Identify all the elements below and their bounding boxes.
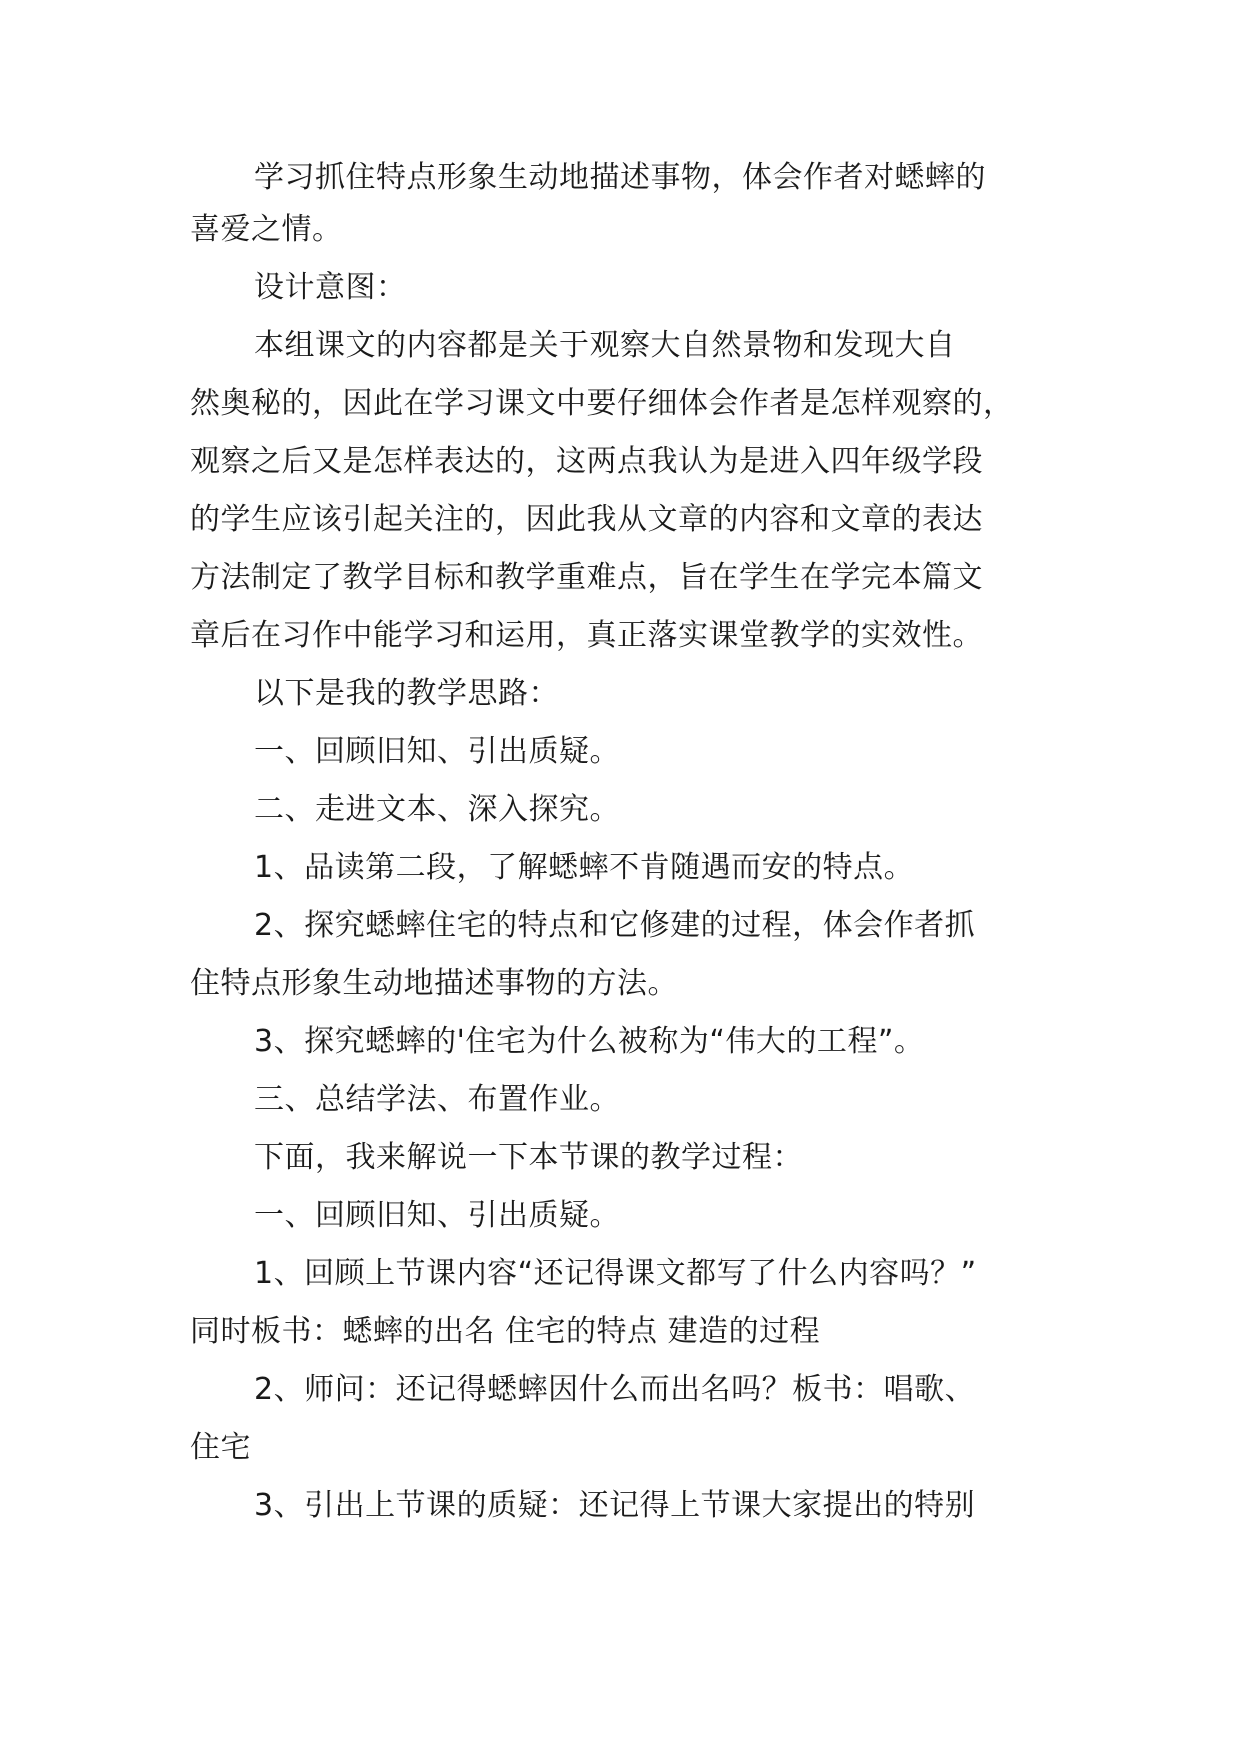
- text-line: 1、品读第二段，了解蟋蟀不肯随遇而安的特点。: [254, 850, 915, 885]
- text-line: 观察之后又是怎样表达的，这两点我认为是进入四年级学段: [190, 444, 983, 479]
- text-line: 1、回顾上节课内容“还记得课文都写了什么内容吗？”: [254, 1256, 977, 1291]
- text-line: 3、探究蟋蟀的'住宅为什么被称为“伟大的工程”。: [254, 1024, 925, 1059]
- text-line: 二、走进文本、深入探究。: [254, 792, 620, 827]
- text-line: 方法制定了教学目标和教学重难点，旨在学生在学完本篇文: [190, 560, 983, 595]
- text-line: 住特点形象生动地描述事物的方法。: [190, 966, 678, 1001]
- text-line: 同时板书：蟋蟀的出名 住宅的特点 建造的过程: [190, 1314, 821, 1349]
- text-line: 学习抓住特点形象生动地描述事物，体会作者对蟋蟀的: [254, 160, 986, 195]
- text-line: 2、师问：还记得蟋蟀因什么而出名吗？板书：唱歌、: [254, 1372, 976, 1407]
- text-line: 喜爱之情。: [190, 212, 343, 247]
- text-line: 本组课文的内容都是关于观察大自然景物和发现大自: [254, 328, 956, 363]
- text-line: 设计意图：: [254, 270, 407, 305]
- text-line: 3、引出上节课的质疑：还记得上节课大家提出的特别: [254, 1488, 976, 1523]
- text-line: 住宅: [190, 1430, 251, 1465]
- text-line: 以下是我的教学思路：: [254, 676, 559, 711]
- text-line: 的学生应该引起关注的，因此我从文章的内容和文章的表达: [190, 502, 983, 537]
- text-line: 下面，我来解说一下本节课的教学过程：: [254, 1140, 803, 1175]
- text-line: 然奥秘的，因此在学习课文中要仔细体会作者是怎样观察的，: [190, 386, 1014, 421]
- text-line: 章后在习作中能学习和运用，真正落实课堂教学的实效性。: [190, 618, 983, 653]
- text-line: 三、总结学法、布置作业。: [254, 1082, 620, 1117]
- text-line: 2、探究蟋蟀住宅的特点和它修建的过程，体会作者抓: [254, 908, 976, 943]
- text-line: 一、回顾旧知、引出质疑。: [254, 1198, 620, 1233]
- text-line: 一、回顾旧知、引出质疑。: [254, 734, 620, 769]
